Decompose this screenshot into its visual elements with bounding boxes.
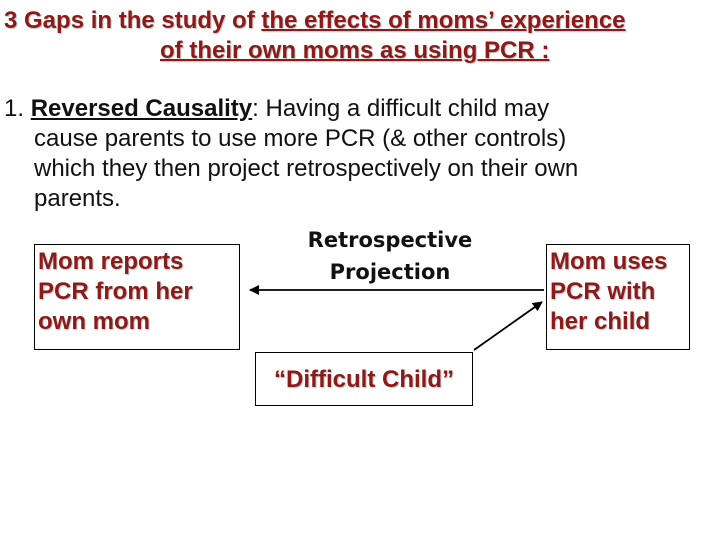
point-line-1-rest: Having a difficult child may [258,95,550,122]
difficult-child-box: “Difficult Child” [255,352,473,406]
point-term: Reversed Causality [30,95,253,122]
point-line-2: cause parents to use more PCR (& other controls) [34,125,567,152]
title-underlined: the effects of moms’ experience [261,7,626,34]
point-line-4: parents. [34,185,121,212]
mom-uses-line-1: Mom uses [550,248,668,275]
mom-reports-line-1: Mom reports [38,248,184,275]
title-prefix: 3 Gaps in the study of [4,7,262,34]
point-colon: : [252,95,259,122]
mom-uses-line-2: PCR with [550,278,656,305]
point-line-3: which they then project retrospectively on their own [34,155,579,182]
arrow-label [300,224,480,288]
mom-reports-line-2: PCR from her [38,278,193,305]
causal-arrow [474,302,542,350]
mom-reports-line-3: own mom [38,308,150,335]
mom-uses-box [546,244,690,350]
mom-uses-line-3: her child [550,308,651,335]
arrow-label-line-1: Retrospective [307,228,473,252]
point-number: 1. [4,95,31,122]
title-line-2: of their own moms as using PCR : [160,37,550,64]
mom-reports-box [34,244,240,350]
arrow-label-line-2: Projection [329,260,451,284]
